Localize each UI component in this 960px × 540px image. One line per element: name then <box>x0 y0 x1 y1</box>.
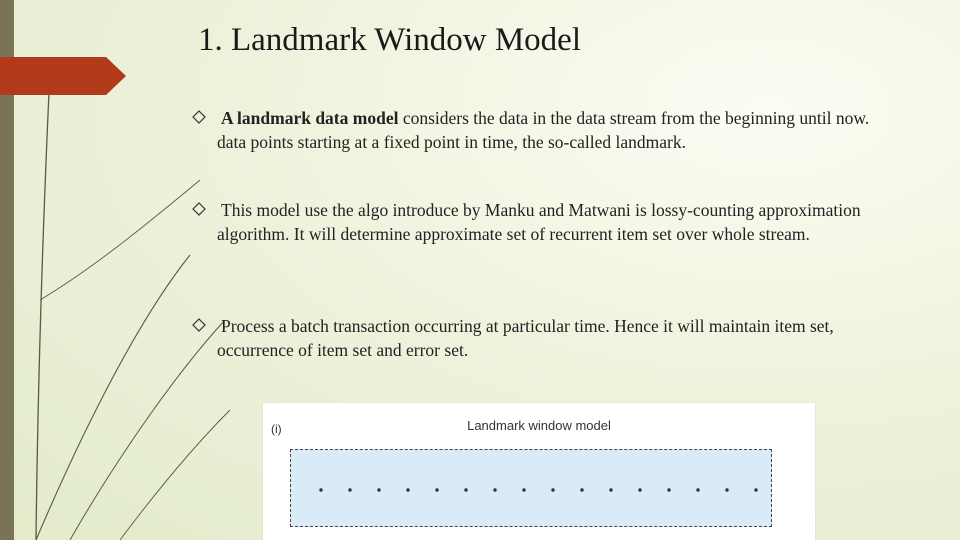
figure-label: (i) <box>271 422 282 436</box>
bullet-item <box>192 106 892 154</box>
slide-title: 1. Landmark Window Model <box>198 22 581 58</box>
diamond-bullet-icon <box>192 202 206 216</box>
stream-dot <box>464 488 467 491</box>
stream-dot <box>638 488 641 491</box>
bullet-body-text: This model use the algo introduce by Manku and Matwani is lossy-counting approximation algorithm. It will determine approximate set of recurrent item set over whole stream. <box>217 200 861 244</box>
stream-dot <box>696 488 699 491</box>
stream-dot <box>522 488 525 491</box>
stream-dot <box>667 488 670 491</box>
bullet-text <box>192 314 892 362</box>
stream-dot <box>725 488 728 491</box>
stream-dot <box>377 488 380 491</box>
stream-dots <box>291 450 771 526</box>
bullet-text <box>192 198 892 246</box>
stream-dot <box>348 488 351 491</box>
diamond-bullet-icon <box>192 318 206 332</box>
stream-dot <box>319 488 322 491</box>
stream-dot <box>754 488 757 491</box>
bullet-body-text: Process a batch transaction occurring at particular time. Hence it will maintain item set, occurrence of item set and error set. <box>217 316 834 360</box>
stream-dot <box>609 488 612 491</box>
bullet-item <box>192 314 892 362</box>
title-accent-arrow <box>0 57 126 95</box>
bullet-text <box>192 106 892 154</box>
stream-dot <box>580 488 583 491</box>
figure-title: Landmark window model <box>467 418 611 433</box>
diamond-bullet-icon <box>192 110 206 124</box>
bullet-item <box>192 198 892 246</box>
bullet-bold-text: A landmark data model <box>221 108 399 128</box>
bullet-body-text: considers the data in the data stream from the beginning until now. data points starting at a fixed point in time, the so-called landmark. <box>217 108 870 152</box>
stream-dot <box>551 488 554 491</box>
landmark-window-box <box>290 449 772 527</box>
stream-dot <box>493 488 496 491</box>
stream-dot <box>435 488 438 491</box>
landmark-window-figure <box>263 403 815 540</box>
stream-dot <box>406 488 409 491</box>
